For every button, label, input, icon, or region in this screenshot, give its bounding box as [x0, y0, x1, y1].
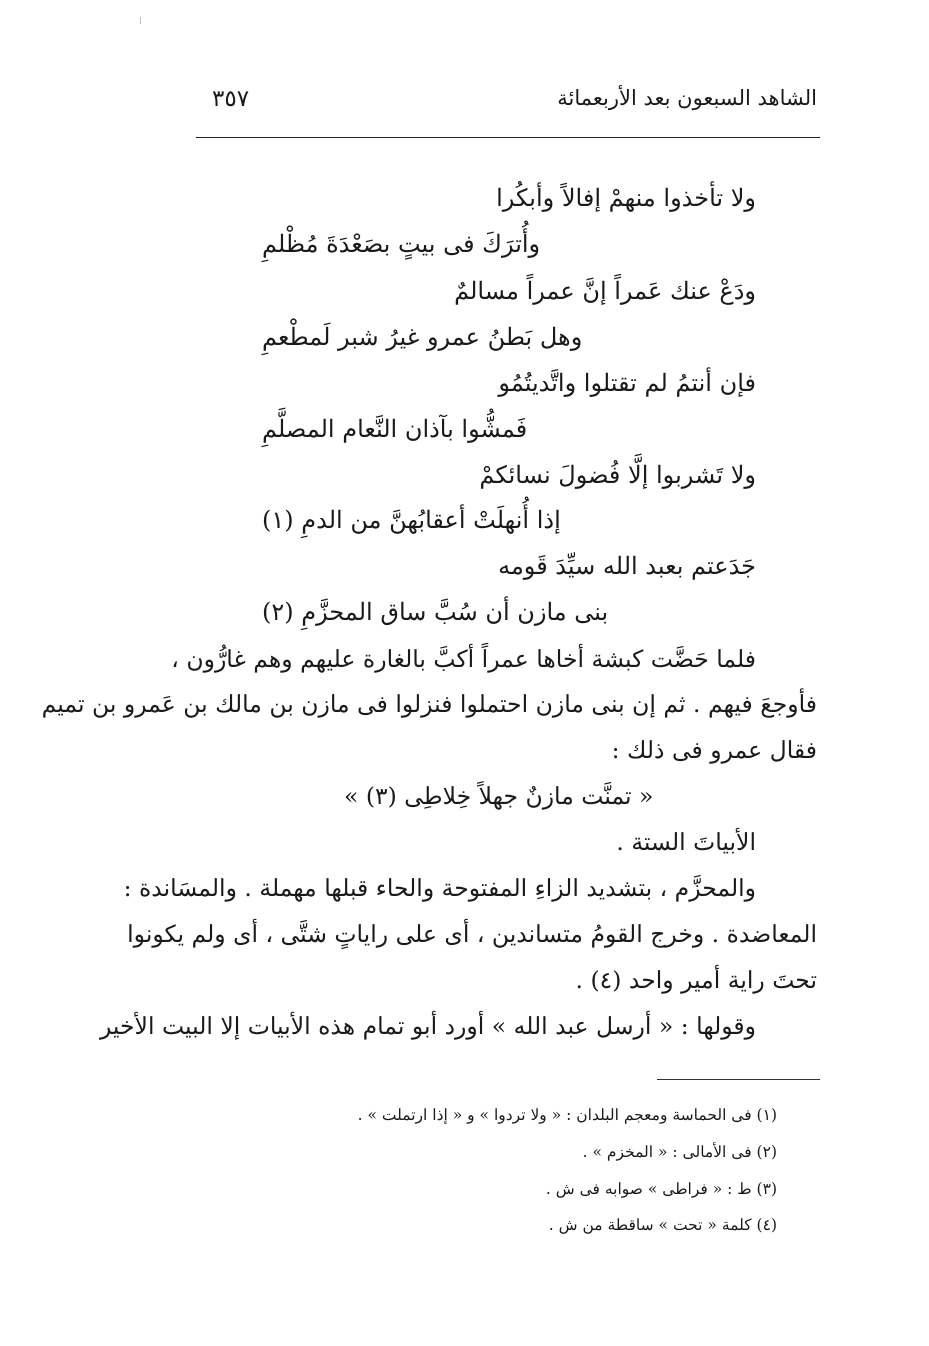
footnote-rule: [657, 1079, 820, 1080]
paragraph-line: الأبياتَ الستة .: [616, 828, 756, 856]
verse-line: جَدَعتم بعبد الله سيِّدَ قَومه: [498, 552, 756, 580]
paragraph-line: المعاضدة . وخرج القومُ متساندين ، أى على راياتٍ شتَّى ، أى ولم يكونوا: [127, 920, 817, 948]
running-head-title: الشاهد السبعون بعد الأربعمائة: [557, 86, 817, 110]
page-number: ٣٥٧: [212, 86, 250, 112]
verse-line: إذا أُنهلَتْ أعقابُهنَّ من الدمِ (١): [262, 506, 561, 534]
paragraph-line: فقال عمرو فى ذلك :: [611, 736, 817, 764]
paragraph-line: فأوجعَ فيهم . ثم إن بنى مازن احتملوا فنزلوا فى مازن بن مالك بن عَمرو بن تميم: [41, 690, 817, 718]
footnote: (٤) كلمة « تحت » ساقطة من ش .: [548, 1216, 777, 1234]
verse-line: فَمشُّوا بآذان النَّعام المصلَّمِ: [262, 415, 528, 443]
quoted-hemistich: « تمنَّت مازنٌ جهلاً خِلاطِى (٣) »: [344, 782, 654, 810]
verse-line: فإن أنتمُ لم تقتلوا واتَّديتُمُو: [498, 369, 756, 397]
footnote: (٣) ط : « فراطى » صوابه فى ش .: [545, 1180, 777, 1198]
verse-line: ولا تأخذوا منهمْ إفالاً وأبكُرا: [496, 184, 756, 212]
paragraph-line: فلما حَضَّت كبشة أخاها عمراً أكبَّ بالغارة عليهم وهم غارُّون ،: [171, 645, 756, 673]
verse-line: وهل بَطنُ عمرو غيرُ شبر لَمطْعمِ: [262, 323, 583, 351]
paragraph-line: والمحزَّم ، بتشديد الزاءِ المفتوحة والحاء قبلها مهملة . والمسَاندة :: [123, 874, 756, 902]
verse-line: ودَعْ عنك عَمراً إنَّ عمراً مسالمٌ: [454, 277, 756, 305]
footnote: (٢) فى الأمالى : « المخزم » .: [582, 1143, 777, 1161]
verse-line: ولا تَشربوا إلَّا فُضولَ نسائكمْ: [479, 461, 756, 489]
paragraph-line: تحتَ راية أمير واحد (٤) .: [575, 966, 817, 994]
header-rule: [196, 137, 820, 138]
paragraph-line: وقولها : « أرسل عبد الله » أورد أبو تمام هذه الأبيات إلا البيت الأخير: [99, 1012, 756, 1040]
footnote: (١) فى الحماسة ومعجم البلدان : « ولا تردوا » و « إذا ارتملت » .: [357, 1106, 777, 1124]
verse-line: بنى مازن أن سُبَّ ساق المحزَّمِ (٢): [262, 598, 609, 626]
verse-line: وأُترَكَ فى بيتٍ بصَعْدَةَ مُظْلمِ: [262, 230, 541, 258]
scan-mark: [140, 17, 141, 24]
